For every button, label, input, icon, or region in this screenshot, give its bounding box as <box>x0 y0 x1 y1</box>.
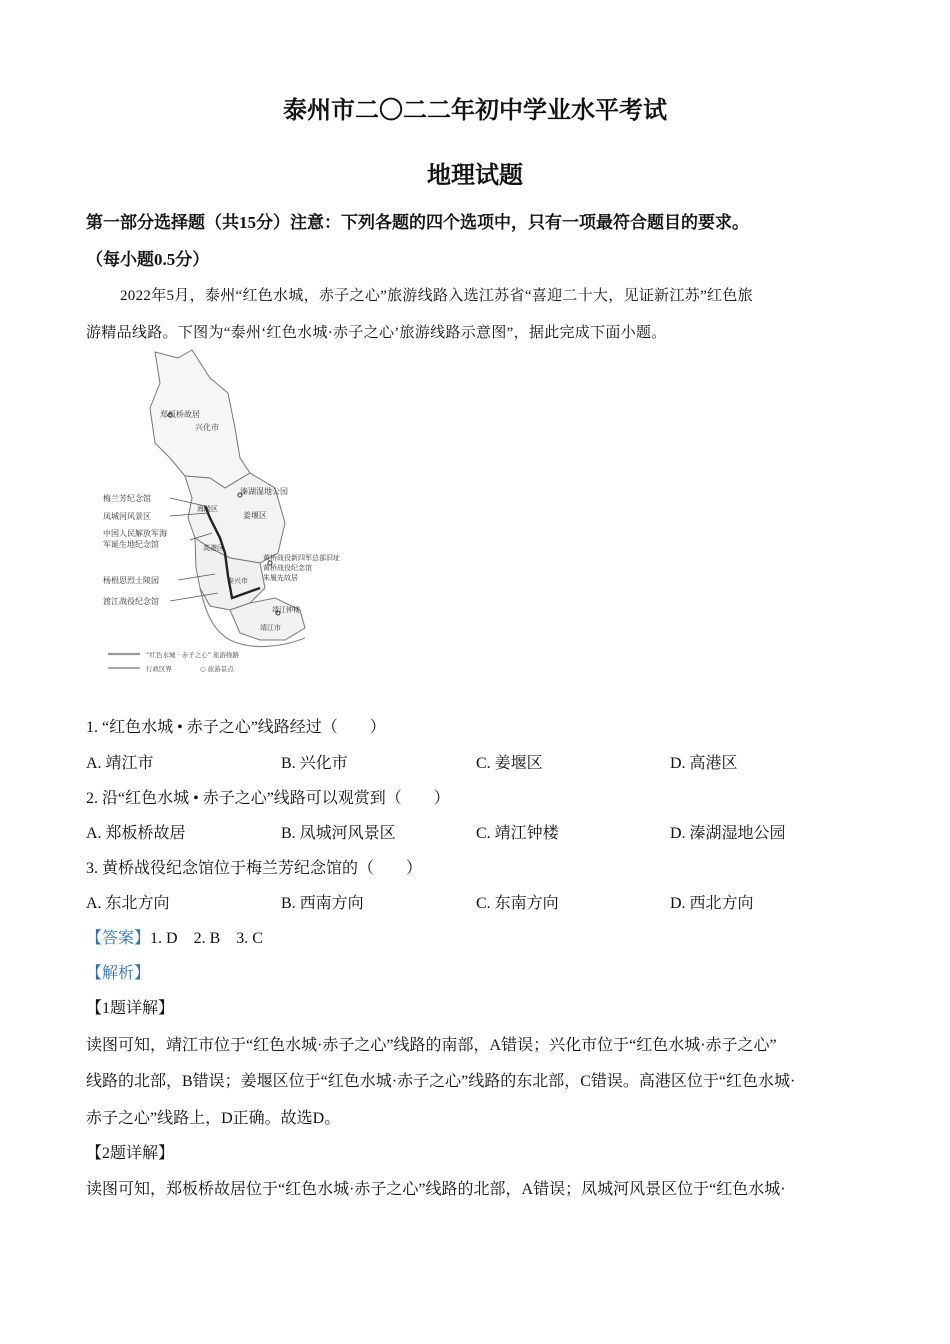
question-1-option-c: C. 姜堰区 <box>476 755 543 772</box>
label-huangqiao-2: 黄桥战役纪念馆 <box>263 564 312 572</box>
label-jingjiang-tower: 靖江钟楼 <box>272 606 300 614</box>
label-dubu: 渡江战役纪念馆 <box>103 597 159 606</box>
question-2-option-a: A. 郑板桥故居 <box>86 825 186 842</box>
answer-line <box>86 925 263 948</box>
detail-2-line-1: 读图可知，郑板桥故居位于“红色水城·赤子之心”线路的北部，A错误；凤城河风景区位于“红色水城· <box>86 1181 786 1198</box>
xinghua-region <box>150 350 250 488</box>
answer-tag: 【答案】 <box>86 930 151 947</box>
question-3-option-c: C. 东南方向 <box>476 895 559 912</box>
route-map <box>100 348 370 678</box>
label-jingjiang: 靖江市 <box>260 624 281 632</box>
label-hailing: 海陵区 <box>197 505 218 513</box>
label-jiangyan: 姜堰区 <box>243 511 267 520</box>
label-huangqiao-3: 朱履先故居 <box>263 574 298 582</box>
label-taixing: 泰兴市 <box>227 577 248 585</box>
page-subtitle: 地理试题 <box>427 163 523 189</box>
question-2-stem: 2. 沿“红色水城 • 赤子之心”线路可以观赏到（ ） <box>86 790 450 807</box>
question-3-stem: 3. 黄桥战役纪念馆位于梅兰芳纪念馆的（ ） <box>86 860 423 877</box>
label-qinhu: 溱湖湿地公园 <box>240 487 288 496</box>
detail-1-line-2: 线路的北部，B错误；姜堰区位于“红色水城·赤子之心”线路的东北部，C错误。高港区位于“红色水城· <box>86 1073 796 1090</box>
label-fengchenghe: 凤城河风景区 <box>103 512 151 521</box>
intro-line-1: 2022年5月，泰州“红色水城，赤子之心”旅游线路入选江苏省“喜迎二十大，见证新江苏”红色旅 <box>120 288 753 304</box>
question-1-option-b: B. 兴化市 <box>281 755 348 772</box>
detail-2-tag: 【2题详解】 <box>86 1145 175 1162</box>
intro-line-2: 游精品线路。下图为“泰州‘红色水城·赤子之心’旅游线路示意图”，据此完成下面小题。 <box>86 325 667 341</box>
detail-1-line-3: 赤子之心”线路上，D正确。故选D。 <box>86 1110 341 1127</box>
analysis-tag: 【解析】 <box>86 965 151 982</box>
question-3-option-b: B. 西南方向 <box>281 895 364 912</box>
answer-text: 1. D 2. B 3. C <box>150 930 263 947</box>
question-1-stem: 1. “红色水城 • 赤子之心”线路经过（ ） <box>86 719 386 736</box>
section-header: 第一部分选择题（共15分）注意：下列各题的四个选项中，只有一项最符合题目的要求。 <box>86 213 749 232</box>
label-meilanfang: 梅兰芳纪念馆 <box>103 494 151 503</box>
question-2-option-d: D. 溱湖湿地公园 <box>670 825 786 842</box>
question-1-option-d: D. 高港区 <box>670 755 738 772</box>
legend-route-label: “红色水城 · 赤子之心” 旅游线路 <box>146 651 239 659</box>
question-2-option-c: C. 靖江钟楼 <box>476 825 559 842</box>
detail-1-line-1: 读图可知，靖江市位于“红色水城·赤子之心”线路的南部，A错误；兴化市位于“红色水城·赤子之心” <box>86 1037 777 1054</box>
page-title: 泰州市二〇二二年初中学业水平考试 <box>283 98 667 124</box>
section-note: （每小题0.5分） <box>86 250 210 269</box>
label-huangqiao-1: 黄桥战役新四军总部旧址 <box>263 554 340 562</box>
question-3-option-a: A. 东北方向 <box>86 895 170 912</box>
question-2-option-b: B. 凤城河风景区 <box>281 825 396 842</box>
question-1-option-a: A. 靖江市 <box>86 755 154 772</box>
label-xinghua: 兴化市 <box>195 423 219 432</box>
label-navy-2: 军诞生地纪念馆 <box>103 540 159 549</box>
question-3-option-d: D. 西北方向 <box>670 895 754 912</box>
detail-1-tag: 【1题详解】 <box>86 1000 175 1017</box>
legend-boundary-label: 行政区界 <box>146 665 172 673</box>
label-navy: 中国人民解放军海 <box>103 529 167 538</box>
legend-spot-label: ○ 旅游景点 <box>200 665 234 673</box>
label-zhengbanqiao: 郑板桥故居 <box>160 410 200 419</box>
label-yangsi: 杨根思烈士陵园 <box>103 576 159 585</box>
label-gaogang: 高港区 <box>203 544 224 552</box>
